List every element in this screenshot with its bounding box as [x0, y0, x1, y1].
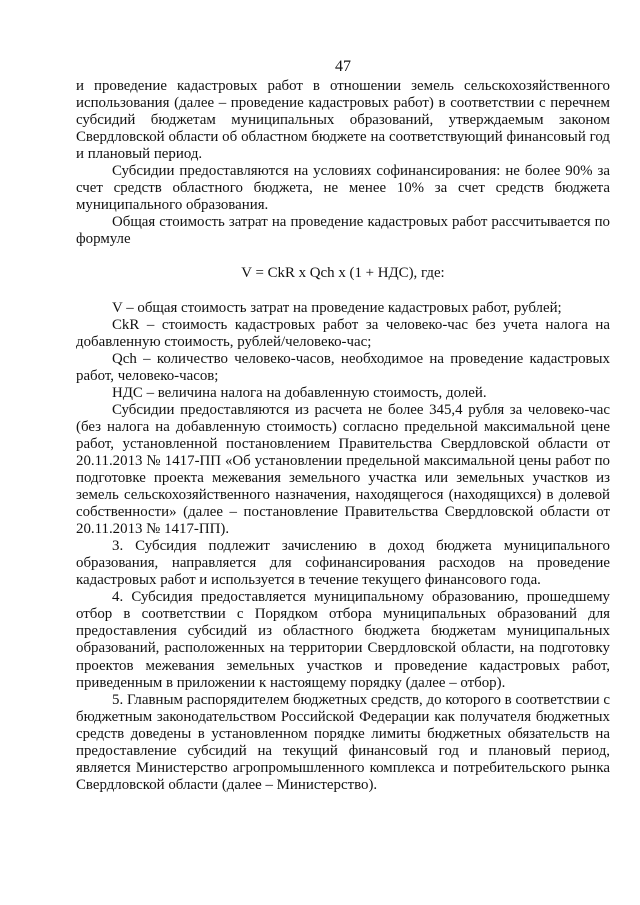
paragraph-intro: и проведение кадастровых работ в отношении земель сельскохозяйственного использования (далее – проведение кадастровых работ) в соответствии с перечнем субсидий бюджетам муниципальных образований, утверждаемым законом Свердловской области об областном бюджете на соответствующий финансовый год и плановый период.	[76, 78, 610, 163]
paragraph-3: 3. Субсидия подлежит зачислению в доход бюджета муниципального образования, направляется для софинансирования расходов на проведение кадастровых работ и используется в течение текущего финансового года.	[76, 538, 610, 589]
definition-ckr: CkR – стоимость кадастровых работ за человеко-час без учета налога на добавленную стоимость, рублей/человеко-час;	[76, 316, 610, 350]
definition-qch: Qch – количество человеко-часов, необходимое на проведение кадастровых работ, человеко-часов;	[76, 350, 610, 384]
page-number: 47	[335, 58, 351, 75]
definition-nds: НДС – величина налога на добавленную стоимость, долей.	[112, 384, 487, 401]
paragraph-4: 4. Субсидия предоставляется муниципальному образованию, прошедшему отбор в соответствии с Порядком отбора муниципальных образований для предоставления субсидий из областного бюджета бюджетам муниципальных образований, расположенных на территории Свердловской области, на подготовку проектов межевания земельных участков и проведение кадастровых работ, приведенным в приложении к настоящему порядку (далее – отбор).	[76, 589, 610, 691]
paragraph-5: 5. Главным распорядителем бюджетных средств, до которого в соответствии с бюджетным законодательством Российской Федерации как получателя бюджетных средств доведены в установленном порядке лимиты бюджетных обязательств на предоставление субсидий на текущий финансовый год и плановый период, является Министерство агропромышленного комплекса и потребительского рынка Свердловской области (далее – Министерство).	[76, 691, 610, 793]
paragraph-total-cost: Общая стоимость затрат на проведение кадастровых работ рассчитывается по формуле	[76, 214, 610, 248]
document-body	[76, 78, 610, 794]
paragraph-cofinancing: Субсидии предоставляются на условиях софинансирования: не более 90% за счет средств областного бюджета, не менее 10% за счет средств бюджета муниципального образования.	[76, 163, 610, 214]
paragraph-rate: Субсидии предоставляются из расчета не более 345,4 рубля за человеко-час (без налога на добавленную стоимость) согласно предельной максимальной цене работ, установленной постановлением Правительства Свердловской области от 20.11.2013 № 1417-ПП «Об установлении предельной максимальной цены работ по подготовке проекта межевания земельного участка или земельных участков из земель сельскохозяйственного назначения, находящегося (находящихся) в долевой собственности» (далее – постановление Правительства Свердловской области от 20.11.2013 № 1417-ПП).	[76, 401, 610, 538]
cost-formula: V = CkR x Qch x (1 + НДС), где:	[241, 265, 445, 282]
definition-v: V – общая стоимость затрат на проведение кадастровых работ, рублей;	[112, 299, 562, 316]
